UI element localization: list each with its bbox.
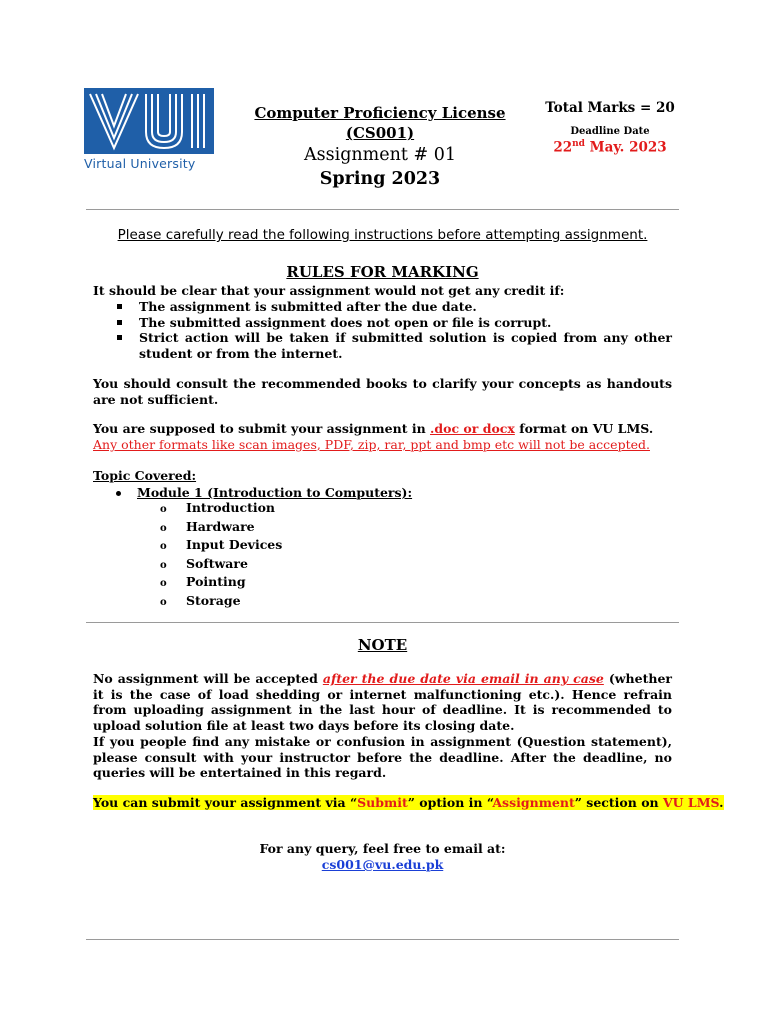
divider [86,622,679,623]
topic-label: Pointing [186,574,246,589]
submit-text-3: ” section on [574,795,663,810]
rule-item [112,315,672,331]
square-bullet-icon [117,335,122,340]
deadline-value [540,139,680,156]
circle-bullet-icon: o [160,559,167,571]
assignment-word: Assignment [492,795,575,810]
format-prefix: You are supposed to submit your assignment in [93,421,431,436]
circle-bullet-icon: o [160,541,167,552]
note-p1-highlight: after the due date via email in any case [322,671,604,686]
module-label: Module 1 (Introduction to Computers): [137,485,413,500]
rule-text: The submitted assignment does not open or file is corrupt. [139,314,552,330]
consult-paragraph: You should consult the recommended books to clarify your concepts as handouts are not sufficient. [93,376,672,407]
deadline-suffix: nd [572,139,585,149]
deadline-day: 22 [553,139,573,156]
deadline-rest: May. 2023 [584,139,667,156]
note-p1-suffix: (whether it is the case of load shedding or internet malfunctioning etc.). Hence refrain from uploading assignment in the last hour of deadline. It is recommended to upload solution file at least two days before its closing date. [93,671,672,733]
format-warning: Any other formats like scan images, PDF, zip, rar, ppt and bmp etc will not be accepted. [93,437,650,452]
topics-list [160,500,282,611]
rule-text: Strict action will be taken if submitted solution is copied from any other student or from the internet. [139,330,672,361]
module-item [116,485,412,501]
note-paragraph-2: If you people find any mistake or confusion in assignment (Question statement), please consult with your instructor before the deadline. After the deadline, no queries will be entertained in this regard. [93,734,672,780]
topic-item [160,593,282,612]
topic-item [160,519,282,538]
rules-list [112,299,672,361]
rule-item [112,330,672,361]
circle-bullet-icon: o [160,504,167,515]
submit-text-2: ” option in “ [407,795,493,810]
course-name: Computer Proficiency License [254,104,506,122]
marks-block [540,100,680,156]
format-suffix: format on VU LMS. [514,421,654,436]
submit-text-4: . [719,795,724,810]
semester: Spring 2023 [319,169,441,189]
divider [86,209,679,210]
vu-logo-mark [84,88,214,154]
topic-label: Software [186,555,248,571]
circle-bullet-icon: o [160,596,167,608]
contact-text: For any query, feel free to email at: [259,841,506,856]
lms-word: VU LMS [662,795,720,810]
contact-email-link[interactable]: cs001@vu.edu.pk [321,857,444,872]
total-marks: Total Marks = 20 [545,100,675,116]
rule-item [112,299,672,315]
topic-item [160,574,282,593]
rules-title: RULES FOR MARKING [286,263,479,281]
topic-item [160,537,282,556]
topic-label: Hardware [186,518,255,534]
deadline-label: Deadline Date [570,126,650,137]
topic-item [160,556,282,575]
contact-email-row [86,857,679,873]
topic-label: Storage [186,592,241,608]
rules-intro: It should be clear that your assignment would not get any credit if: [93,283,565,298]
topic-item [160,500,282,519]
circle-bullet-icon: o [160,578,167,589]
square-bullet-icon [117,304,122,309]
logo-caption: Virtual University [84,156,196,171]
round-bullet-icon [116,491,121,496]
square-bullet-icon [117,320,122,325]
divider [86,939,679,940]
topic-label: Input Devices [186,537,283,552]
format-paragraph [93,421,672,437]
note-paragraph-1 [93,671,672,733]
submit-word: Submit [357,795,408,810]
topic-label: Introduction [186,500,276,515]
course-title-block [240,103,520,191]
topics-heading: Topic Covered: [93,468,197,483]
submit-text-1: You can submit your assignment via “ [93,795,358,810]
circle-bullet-icon: o [160,522,167,534]
submit-instruction [93,795,724,811]
submit-highlight [93,795,724,810]
note-p1-prefix: No assignment will be accepted [93,671,323,686]
vu-logo [84,88,218,171]
rule-text: The assignment is submitted after the due date. [139,299,477,314]
instructions-heading: Please carefully read the following instructions before attempting assignment. [117,227,648,243]
note-title: NOTE [357,636,408,654]
assignment-number: Assignment # 01 [304,145,456,165]
course-code: (CS001) [345,124,415,142]
format-types: .doc or docx [430,421,515,436]
